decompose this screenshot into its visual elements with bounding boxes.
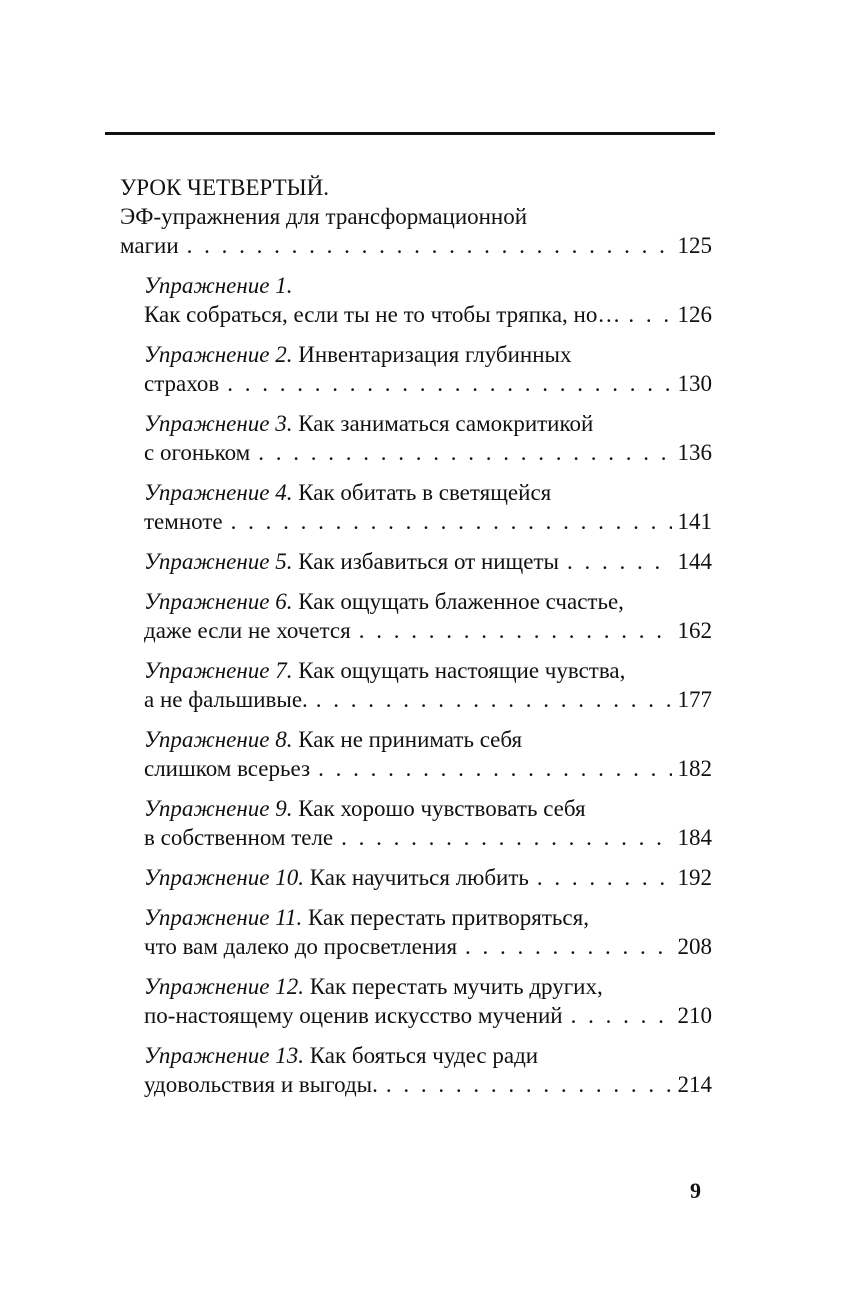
exercise-title: Как не принимать себя [298,727,523,752]
exercise-title: Как ощущать настоящие чувства, [298,658,626,683]
table-of-contents [120,173,712,1099]
exercise-label: Упражнение 1. [144,273,293,298]
exercise-page: 214 [677,1072,712,1097]
exercise-title-tail: а не фальшивые. [144,687,308,712]
entry-page-line [144,369,712,398]
entry-head-line [144,587,712,616]
entry-page-line [144,823,712,852]
exercise-title: Инвентаризация глубинных [298,342,572,367]
exercise-label: Упражнение 9. [144,796,293,821]
exercise-title-tail: даже если не хочется [144,618,351,643]
toc-entry [144,478,712,536]
exercise-title: Как заниматься самокритикой [298,411,594,436]
exercise-page: 136 [677,440,712,465]
dot-leader [316,685,672,714]
exercise-title: Как научиться любить [309,865,529,890]
exercise-label: Упражнение 10. [144,865,304,890]
dot-leader [465,932,671,961]
exercise-page: 130 [677,371,712,396]
dot-leader [386,1070,672,1099]
exercise-title-tail: слишком всерьез [144,756,311,781]
dot-leader [537,863,672,892]
entry-head-line [144,725,712,754]
entry-page-line [144,507,712,536]
lesson-title: УРОК ЧЕТВЕРТЫЙ. [120,175,330,200]
exercise-page: 126 [677,302,712,327]
entry-head-line [144,340,712,369]
exercise-title-tail: что вам далеко до просветления [144,934,458,959]
header-rule [105,132,715,135]
dot-leader [258,438,671,467]
exercise-title: Как бояться чудес ради [309,1043,539,1068]
entry-page-line [144,547,712,576]
toc-entry [144,1041,712,1099]
entry-page-line [144,300,712,329]
entry-page-line [144,1070,712,1099]
exercise-title: Как перестать мучить других, [309,974,603,999]
exercise-title-tail: в собственном теле [144,825,334,850]
entry-page-line [144,932,712,961]
exercise-text [144,547,559,576]
dot-leader [341,823,671,852]
exercise-page: 208 [677,934,712,959]
exercise-title: Как ощущать блаженное счастье, [298,589,624,614]
toc-entry [144,340,712,398]
entry-head-line [144,271,712,300]
toc-entry [144,903,712,961]
exercise-label: Упражнение 11. [144,905,303,930]
dot-leader [231,507,672,536]
lesson-subtitle-tail: магии [120,233,179,258]
exercise-label: Упражнение 3. [144,411,293,436]
exercise-title-tail: Как собраться, если ты не то чтобы тряпка, но… [144,302,621,327]
lesson-entry-line [120,231,712,260]
exercise-label: Упражнение 6. [144,589,293,614]
lesson-subtitle: ЭФ-упражнения для трансформационной [120,204,528,229]
exercise-page: 177 [677,687,712,712]
toc-entry [144,972,712,1030]
exercise-label: Упражнение 4. [144,480,293,505]
exercise-title-tail: темноте [144,509,223,534]
entry-page-line [144,754,712,783]
entry-head-line [144,478,712,507]
exercise-page: 210 [677,1003,712,1028]
exercise-title-tail: удовольствия и выгоды. [144,1072,378,1097]
exercise-page: 144 [677,549,712,574]
entry-head-line [144,1041,712,1070]
dot-leader [567,547,672,576]
entry-head-line [144,903,712,932]
exercise-list [120,271,712,1099]
exercise-label: Упражнение 2. [144,342,293,367]
exercise-title: Как избавиться от нищеты [298,549,559,574]
exercise-label: Упражнение 12. [144,974,304,999]
dot-leader [571,1001,672,1030]
exercise-page: 162 [677,618,712,643]
exercise-title-tail: по-настоящему оценив искусство мучений [144,1003,563,1028]
entry-head-line [144,794,712,823]
exercise-label: Упражнение 7. [144,658,293,683]
toc-entry [144,794,712,852]
dot-leader [318,754,671,783]
dot-leader [187,231,672,260]
exercise-page: 182 [677,756,712,781]
entry-page-line [144,616,712,645]
toc-entry [144,656,712,714]
toc-entry [144,587,712,645]
entry-head-line [144,409,712,438]
entry-head-line [144,972,712,1001]
exercise-title-tail: страхов [144,371,220,396]
exercise-page: 141 [677,509,712,534]
toc-entry [144,725,712,783]
exercise-title: Как перестать притворяться, [308,905,589,930]
entry-page-line [144,863,712,892]
entry-page-line [144,685,712,714]
toc-entry [144,271,712,329]
page-number: 9 [690,1178,701,1203]
exercise-title: Как обитать в светящейся [298,480,552,505]
exercise-label: Упражнение 5. [144,549,293,574]
lesson-page: 125 [677,233,712,258]
exercise-page: 184 [677,825,712,850]
exercise-title-tail: с огоньком [144,440,251,465]
exercise-label: Упражнение 8. [144,727,293,752]
dot-leader [359,616,672,645]
toc-entry [144,547,712,576]
exercise-text [144,863,529,892]
entry-page-line [144,1001,712,1030]
dot-leader [227,369,671,398]
entry-head-line [144,656,712,685]
entry-page-line [144,438,712,467]
dot-leader [628,300,671,329]
exercise-page: 192 [677,865,712,890]
exercise-label: Упражнение 13. [144,1043,304,1068]
toc-entry [144,409,712,467]
toc-entry [144,863,712,892]
exercise-title: Как хорошо чувствовать себя [298,796,586,821]
